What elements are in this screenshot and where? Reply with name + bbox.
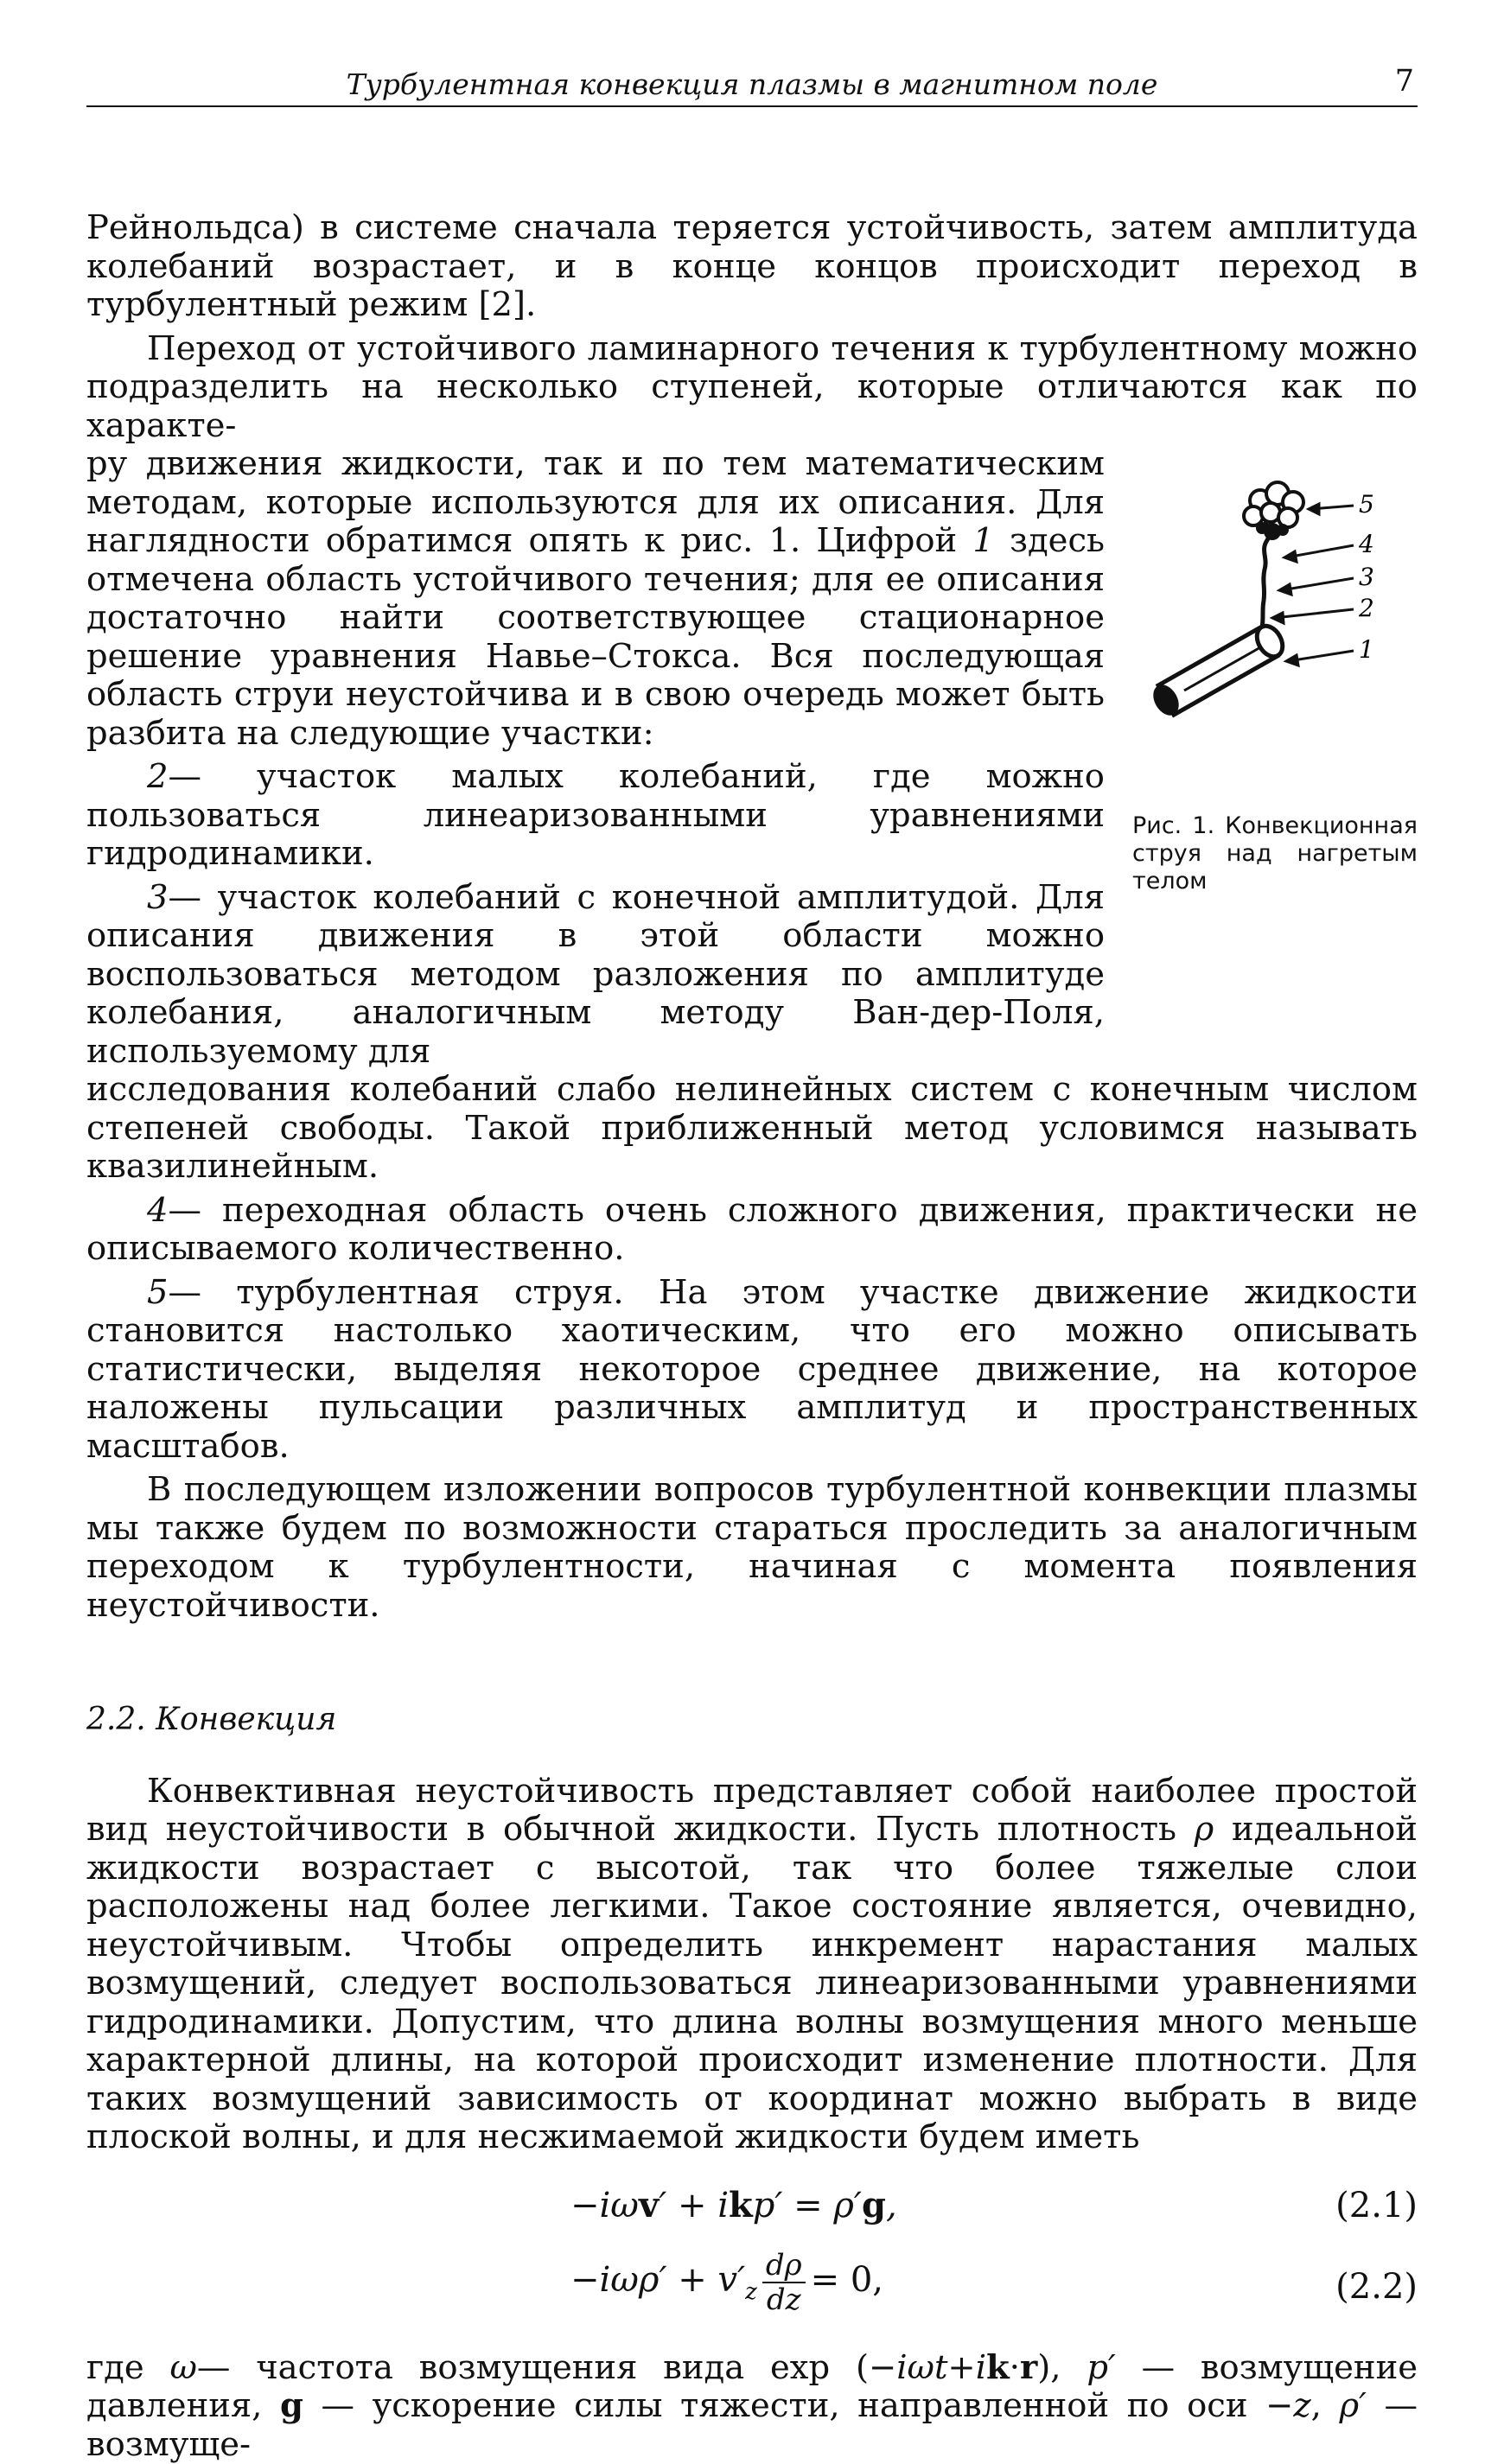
body-text <box>86 209 1418 2464</box>
paragraph-transition-intro: Переход от устойчивого ламинарного течения к турбулентному можно подразделить на несколько ступеней, которые отличаются как по характе- <box>86 330 1418 446</box>
figure-label-5: 5 <box>1359 490 1374 519</box>
list-item-2: 2— участок малых колебаний, где можно пользоваться линеаризованными уравнениями гидродинамики. <box>86 758 1105 874</box>
section-heading: 2.2. Конвекция <box>86 1701 1418 1740</box>
equation-number-2-2: (2.2) <box>1335 2268 1418 2307</box>
running-header <box>86 52 1418 107</box>
list-item-4: 4— переходная область очень сложного движения, практически не описываемого количественно. <box>86 1192 1418 1269</box>
equation-2-1-body: −iωv′ + ikp′ = ρ′g, <box>570 2187 897 2225</box>
list-item-3-continued: исследования колебаний слабо нелинейных систем с конечным числом степеней свободы. Такой приближенный метод условимся называть квазилинейным. <box>86 1071 1418 1187</box>
paragraph-definitions: где ω— частота возмущения вида exp (−iωt+ik·r), p′ — возмущение давления, g — ускорение силы тяжести, направленной по оси −z, ρ′ — возмуще- <box>86 2349 1418 2464</box>
running-title: Турбулентная конвекция плазмы в магнитном поле <box>86 67 1418 101</box>
paragraph-continued: Рейнольдса) в системе сначала теряется устойчивость, затем амплитуда колебаний возрастает, и в конце концов происходит переход в турбулентный режим [2]. <box>86 209 1418 325</box>
list-item-5: 5— турбулентная струя. На этом участке движение жидкости становится настолько хаотическим, что его можно описывать статистически, выделяя некоторое среднее движение, на которое наложены пульсации различных амплитуд и пространственных масштабов. <box>86 1274 1418 1467</box>
equation-2-2-body: $-i\omega\rho' + v'_z$ $\frac{d\rho}{dz}$ = 0, <box>570 2249 883 2316</box>
figure-wrap-block <box>86 445 1418 1071</box>
convection-jet-illustration <box>1132 480 1409 791</box>
paragraph-turbulence-transition: В последующем изложении вопросов турбулентной конвекции плазмы мы также будем по возможности стараться проследить за аналогичным переходом к турбулентности, начиная с момента появления неустойчивости. <box>86 1471 1418 1625</box>
turbulent-cloud-icon <box>1244 482 1303 540</box>
figure-label-1: 1 <box>1359 635 1374 664</box>
figure-1 <box>1132 480 1418 895</box>
figure-label-4: 4 <box>1358 530 1374 558</box>
figure-label-2: 2 <box>1358 594 1374 622</box>
heated-body-icon <box>1148 621 1288 720</box>
page-number: 7 <box>1395 64 1414 99</box>
figure-caption: Рис. 1. Конвекционная струя над нагретым телом <box>1132 812 1418 895</box>
equation-2-1 <box>86 2176 1418 2233</box>
equation-number-2-1: (2.1) <box>1335 2187 1418 2225</box>
narrow-column <box>86 445 1105 1071</box>
derivative-fraction: $\frac{d\rho}{dz}$ <box>762 2249 806 2316</box>
figure-label-3: 3 <box>1359 563 1374 591</box>
list-item-3: 3— участок колебаний с конечной амплитудой. Для описания движения в этой области можно воспользоваться методом разложения по амплитуде колебания, аналогичным методу Ван-дер-Поля, используемому для <box>86 879 1105 1072</box>
paragraph-transition-wrapped: ру движения жидкости, так и по тем математическим методам, которые используются для их описания. Для наглядности обратимся опять к рис. 1. Цифрой 1 здесь отмечена область устойчивого течения; для ее описания достаточно найти соответствующее стационарное решение уравнения Навье–Стокса. Вся последующая область струи неустойчива и в свою очередь может быть разбита на следующие участки: <box>86 445 1105 753</box>
page <box>86 52 1418 2464</box>
equation-2-2 <box>86 2233 1418 2328</box>
paragraph-convective-instability: Конвективная неустойчивость представляет собой наиболее простой вид неустойчивости в обычной жидкости. Пусть плотность ρ идеальной жидкости возрастает с высотой, так что более тяжелые слои расположены над более легкими. Такое состояние является, очевидно, неустойчивым. Чтобы определить инкремент нарастания малых возмущений, следует воспользоваться линеаризованными уравнениями гидродинамики. Допустим, что длина волны возмущения много меньше характерной длины, на которой происходит изменение плотности. Для таких возмущений зависимость от координат можно выбрать в виде плоской волны, и для несжимаемой жидкости будем иметь <box>86 1773 1418 2157</box>
